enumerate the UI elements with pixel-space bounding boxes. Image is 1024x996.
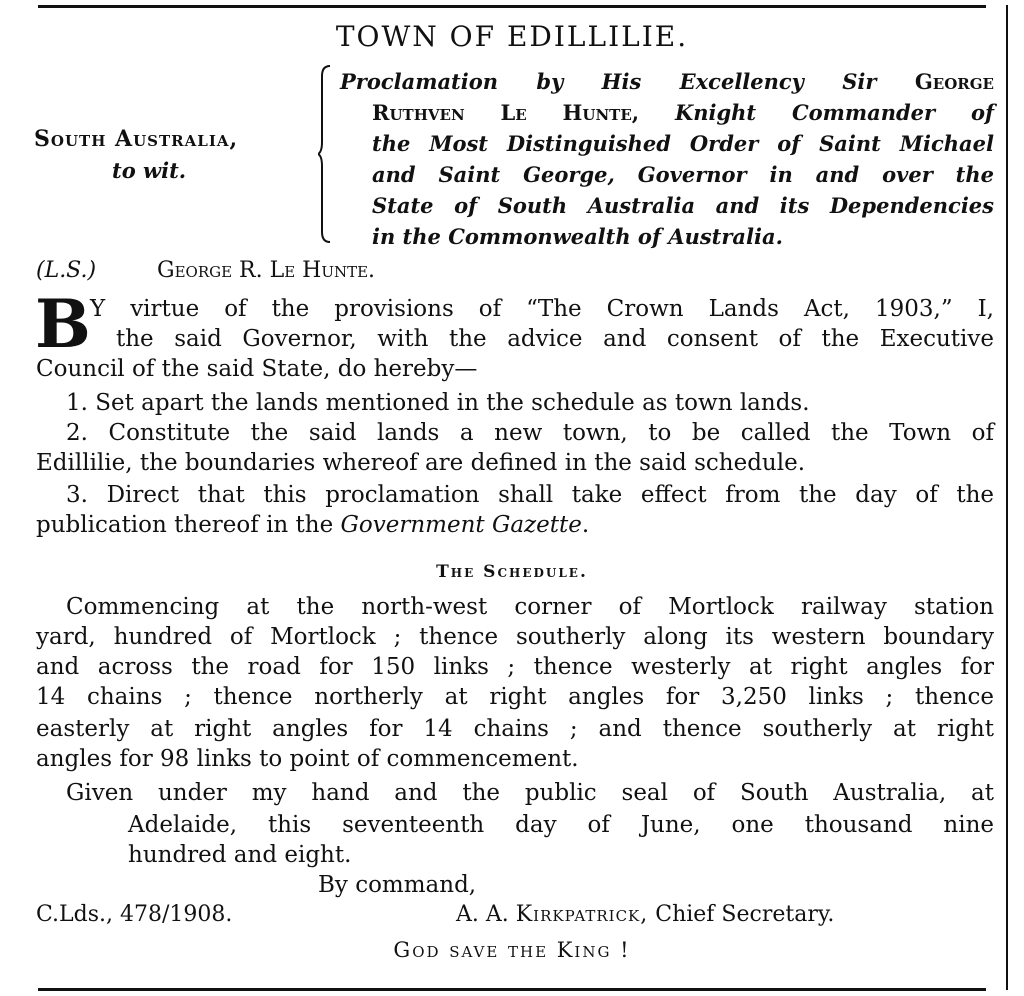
item-3-period: . — [581, 512, 590, 538]
procl-line6: in the Commonwealth of Australia. — [372, 224, 783, 249]
item-3-line-2 — [36, 512, 589, 538]
schedule-line-3: and across the road for 150 links ; thence westerly at right angles for — [36, 654, 994, 680]
by-command: By command, — [318, 872, 477, 898]
seal-mark: (L.S.) — [36, 258, 97, 283]
to-wit-label: to wit. — [112, 158, 187, 183]
state-label: South Australia, — [34, 126, 239, 152]
gazette-title: Government Gazette — [340, 512, 582, 538]
schedule-line-6: angles for 98 links to point of commencement. — [36, 746, 579, 772]
item-2-line-1: 2. Constitute the said lands a new town, to be called the Town of — [66, 420, 994, 446]
bottom-rule — [38, 988, 986, 991]
given-line-1: Given under my hand and the public seal of South Australia, at — [66, 780, 994, 806]
curly-brace-icon — [318, 64, 332, 244]
closing-salutation: God save the King ! — [393, 938, 631, 962]
body-line-1: Y virtue of the provisions of “The Crown Lands Act, 1903,” I, — [90, 296, 994, 322]
page-title: TOWN OF EDILLILIE. — [335, 20, 689, 53]
chief-secretary-signature — [456, 902, 834, 927]
signer-initials: A. A. — [456, 902, 516, 927]
body-line-3: Council of the said State, do hereby— — [36, 356, 478, 382]
item-1: 1. Set apart the lands mentioned in the schedule as town lands. — [66, 390, 810, 416]
proclamation-heading — [340, 66, 994, 252]
item-3-text: publication thereof in the — [36, 512, 341, 538]
schedule-line-2: yard, hundred of Mortlock ; thence southerly along its western boundary — [36, 624, 994, 650]
item-3-line-1: 3. Direct that this proclamation shall take effect from the day of the — [66, 482, 994, 508]
given-line-2: Adelaide, this seventeenth day of June, one thousand nine — [128, 812, 994, 838]
body-line-2: the said Governor, with the advice and consent of the Executive — [116, 326, 994, 352]
procl-line5: State of South Australia and its Dependencies — [372, 193, 994, 218]
procl-line4: and Saint George, Governor in and over the — [372, 162, 994, 187]
governor-signature: George R. Le Hunte. — [157, 258, 376, 283]
drop-cap: B — [35, 285, 91, 363]
procl-line2: Knight Commander of — [639, 100, 994, 125]
signer-title: Chief Secretary. — [648, 902, 835, 927]
top-rule — [38, 5, 986, 8]
governor-first-name: George — [914, 69, 994, 94]
procl-line1: Proclamation by His Excellency Sir — [340, 69, 915, 94]
procl-line3: the Most Distinguished Order of Saint Michael — [372, 131, 994, 156]
schedule-heading: The Schedule. — [436, 562, 588, 582]
governor-surname: Ruthven Le Hunte, — [372, 100, 640, 125]
given-line-3: hundred and eight. — [128, 842, 352, 868]
item-2-line-2: Edillilie, the boundaries whereof are defined in the said schedule. — [36, 450, 806, 476]
schedule-line-5: easterly at right angles for 14 chains ; and thence southerly at right — [36, 716, 994, 742]
reference-number: C.Lds., 478/1908. — [36, 902, 233, 927]
schedule-line-1: Commencing at the north-west corner of Mortlock railway station — [66, 594, 994, 620]
right-border — [1006, 5, 1008, 990]
signer-name: Kirkpatrick, — [515, 902, 649, 927]
schedule-line-4: 14 chains ; thence northerly at right angles for 3,250 links ; thence — [36, 684, 994, 710]
